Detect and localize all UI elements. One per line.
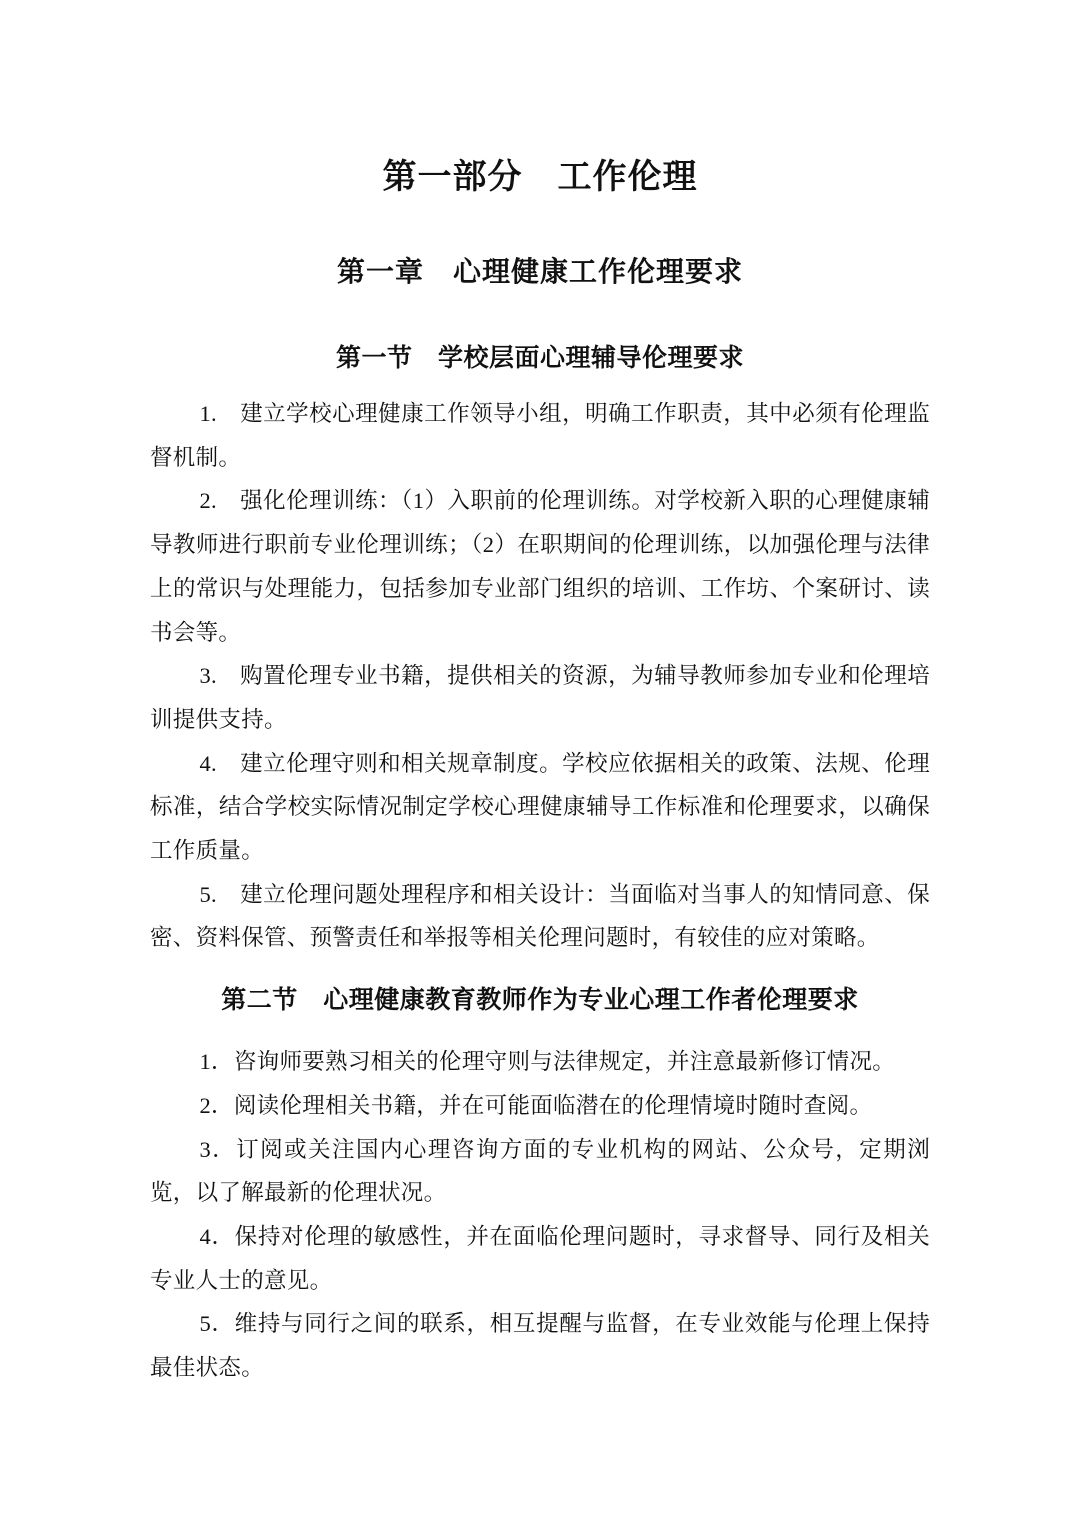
section-1-paragraph-4: 4. 建立伦理守则和相关规章制度。学校应依据相关的政策、法规、伦理标准，结合学校实际情况制定学校心理健康辅导工作标准和伦理要求，以确保工作质量。	[150, 750, 930, 864]
section-2-paragraph-1: 1．咨询师要熟习相关的伦理守则与法律规定，并注意最新修订情况。	[199, 1049, 896, 1075]
section-2-heading: 第二节 心理健康教育教师作为专业心理工作者伦理要求	[221, 987, 859, 1015]
document-title: 第一部分 工作伦理	[382, 159, 698, 196]
section-1-heading: 第一节 学校层面心理辅导伦理要求	[335, 345, 744, 372]
section-1-paragraph-5: 5. 建立伦理问题处理程序和相关设计：当面临对当事人的知情同意、保密、资料保管、预警责任和举报等相关伦理问题时，有较佳的应对策略。	[150, 881, 930, 951]
section-2-paragraph-2: 2．阅读伦理相关书籍，并在可能面临潜在的伦理情境时随时查阅。	[199, 1092, 873, 1118]
section-1-paragraph-3: 3. 购置伦理专业书籍，提供相关的资源，为辅导教师参加专业和伦理培训提供支持。	[150, 663, 930, 732]
section-2-paragraph-5: 5．维持与同行之间的联系，相互提醒与监督，在专业效能与伦理上保持最佳状态。	[150, 1311, 930, 1381]
section-2-paragraph-4: 4．保持对伦理的敏感性，并在面临伦理问题时，寻求督导、同行及相关专业人士的意见。	[150, 1223, 930, 1293]
section-2-paragraph-3: 3．订阅或关注国内心理咨询方面的专业机构的网站、公众号，定期浏览，以了解最新的伦理状况。	[150, 1136, 930, 1206]
section-1-paragraph-2: 2. 强化伦理训练：（1）入职前的伦理训练。对学校新入职的心理健康辅导教师进行职前专业伦理训练；（2）在职期间的伦理训练，以加强伦理与法律上的常识与处理能力，包括参加专业部门组织的培训、工作坊、个案研讨、读书会等。	[150, 488, 930, 645]
section-1-paragraph-1: 1. 建立学校心理健康工作领导小组，明确工作职责，其中必须有伦理监督机制。	[150, 401, 930, 470]
chapter-heading: 第一章 心理健康工作伦理要求	[336, 257, 743, 288]
